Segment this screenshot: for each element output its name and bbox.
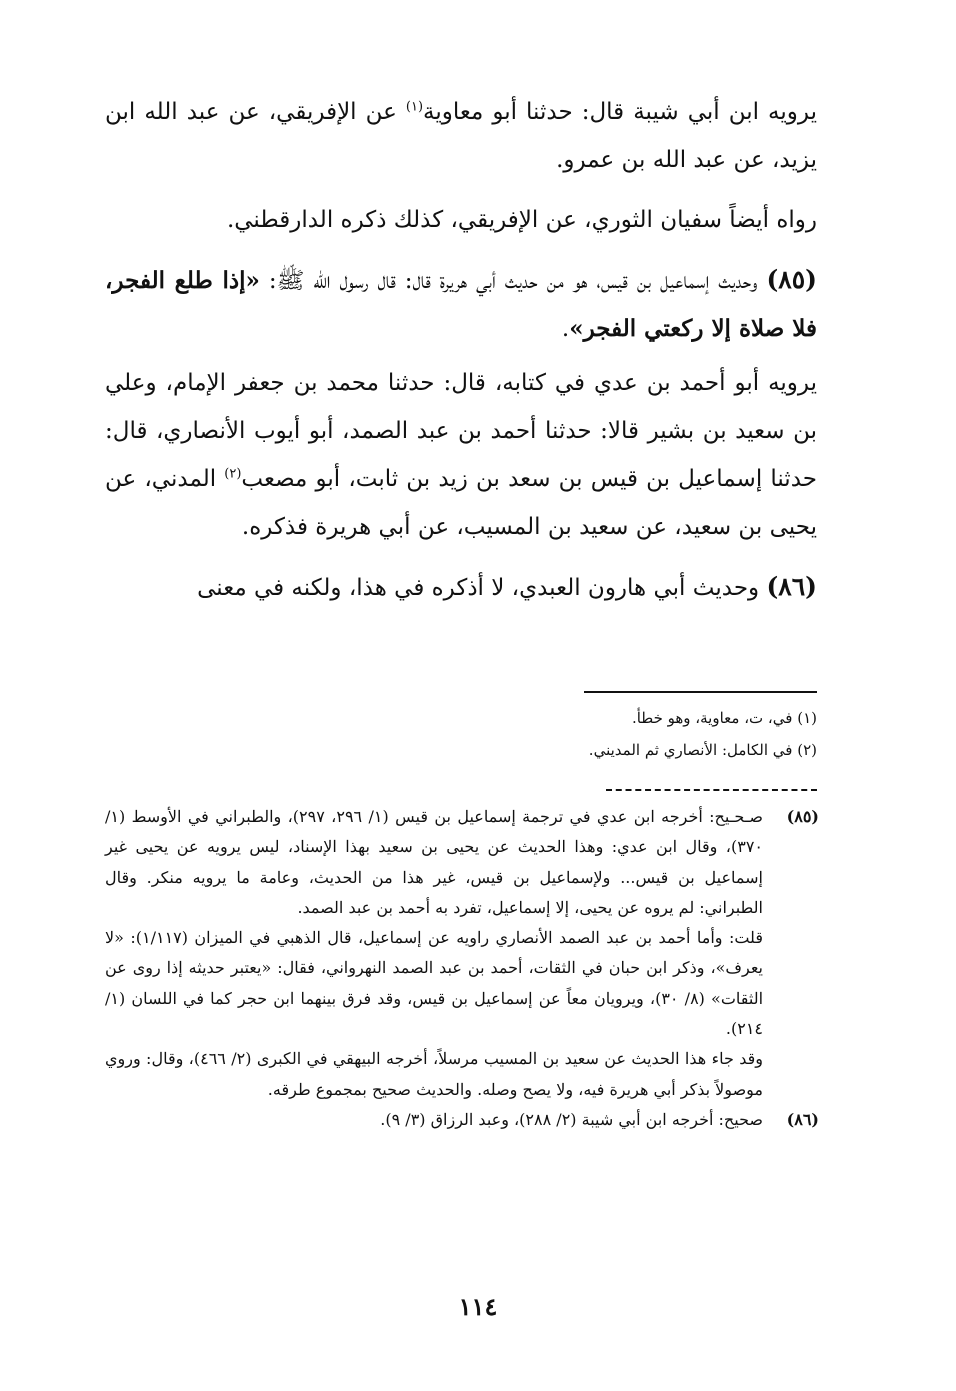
paragraph-hadith-85	[105, 256, 817, 353]
footnotes	[430, 702, 817, 766]
paragraph-isnad-3	[105, 359, 817, 551]
paragraph-text: المدني، عن يحيى بن سعيد، عن سعيد بن المسيب، عن أبي هريرة فذكره.	[105, 466, 817, 540]
takhrij-body-85	[105, 802, 763, 1105]
hadith-number-86: (٨٦)	[766, 572, 817, 601]
footnote-divider	[584, 691, 817, 693]
takhrij-label-86: (٨٦)	[786, 1109, 819, 1129]
page-number: ١١٤	[458, 1292, 498, 1321]
main-text	[105, 88, 817, 624]
takhrij-paragraph: صحيح: أخرجه ابن أبي شيبة (٢/ ٢٨٨)، وعبد الرزاق (٣/ ٩).	[380, 1109, 763, 1129]
footnote-1: (١) في، ت، معاوية، وهو خطأ.	[631, 709, 817, 727]
paragraph-isnad-2: رواه أيضاً سفيان الثوري، عن الإفريقي، كذلك ذكره الدارقطني.	[226, 207, 817, 233]
takhrij-label-85: (٨٥)	[786, 807, 819, 826]
footnote-ref-2: (٢)	[224, 466, 242, 482]
takhrij-entry-86	[105, 1105, 819, 1135]
paragraph-isnad-1	[105, 88, 817, 184]
paragraph-text: وحديث أبي هارون العبدي، لا أذكره في هذا، ولكنه في معنى	[197, 575, 767, 601]
paragraph-text: عن الإفريقي، عن عبد الله ابن يزيد، عن عبد الله بن عمرو.	[105, 99, 817, 173]
takhrij-paragraph: قلت: وأما أحمد بن عبد الصمد الأنصاري راويه عن إسماعيل، قال الذهبي في الميزان (١/١١٧): «لا يعرف»، وذكر ابن حبان في الثقات، أحمد بن عبد الصمد النهرواني، فقال: «يعتبر حديثه إذا روى عن الثقات» (٨/ ٣٠)، ويرويان معاً عن إسماعيل بن قيس، وقد فرق بينهما ابن حجر كما في اللسان (١/ ٢١٤).	[105, 928, 764, 1039]
paragraph-text: وحديث إسماعيل بن قيس، هو من حديث أبي هريرة قال: قال رسول الله ﷺ:	[259, 268, 767, 294]
takhrij-entry-85	[105, 802, 819, 1105]
paragraph-text: .	[561, 316, 570, 342]
takhrij-paragraph: صـحـيح: أخرجه ابن عدي في ترجمة إسماعيل بن قيس (١/ ٢٩٦، ٢٩٧)، والطبراني في الأوسط (١/ ٣٧٠)، وقال ابن عدي: وهذا الحديث عن يحيى بن سعيد بهذا الإسناد، ليس يرويه عن يحيى غير إسماعيل بن قيس... ولإسماعيل بن قيس، غير هذا من الحديث، وعامة ما يرويه منكر. وقال الطبراني: لم يروه عن يحيى، إلا إسماعيل، تفرد به أحمد بن عبد الصمد.	[105, 807, 764, 917]
paragraph-hadith-86	[105, 563, 817, 612]
paragraph-text: يرويه أبو أحمد بن عدي في كتابه، قال: حدثنا محمد بن جعفر الإمام، وعلي بن سعيد بن بشير قالا: حدثنا أحمد بن عبد الصمد، أبو أيوب الأنصاري، قال: حدثنا إسماعيل بن قيس بن سعد بن زيد بن ثابت، أبو مصعب	[105, 370, 817, 492]
hadith-number-85: (٨٥)	[766, 265, 817, 294]
takhrij-body-86	[105, 1105, 763, 1135]
hadith-quote: «إذا طلع الفجر، فلا صلاة إلا ركعتي الفجر»	[105, 267, 817, 342]
footnote-ref-1: (١)	[405, 99, 424, 115]
footnote-2: (٢) في الكامل: الأنصاري ثم المديني.	[588, 741, 817, 759]
takhrij-divider	[606, 789, 817, 791]
paragraph-text: يرويه ابن أبي شيبة قال: حدثنا أبو معاوية	[423, 99, 817, 125]
takhrij-paragraph: وقد جاء هذا الحديث عن سعيد بن المسيب مرسلاً، أخرجه البيهقي في الكبرى (٢/ ٤٦٦)، وقال: وروي موصولاً بذكر أبي هريرة فيه، ولا يصح وصله. والحديث صحيح بمجموع طرقه.	[105, 1049, 763, 1099]
takhrij-notes	[105, 802, 819, 1135]
